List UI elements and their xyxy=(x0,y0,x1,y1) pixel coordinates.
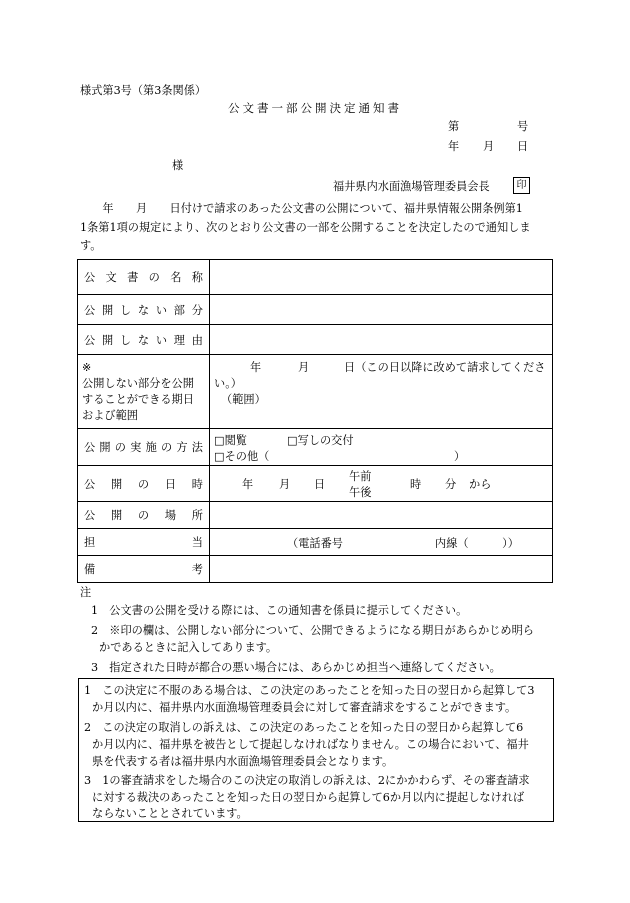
method-label: 公 開 の 実 施 の 方 法 xyxy=(84,441,203,454)
future-label-mark: ※ xyxy=(82,360,92,374)
appeal-line-2: か月以内に、福井県内水面漁場管理委員会に対して審査請求をすることができます。 xyxy=(92,701,517,714)
not-disclosed-reason-label: 公 開 し な い 理 由 xyxy=(84,333,203,347)
dt-year: 年 xyxy=(242,478,254,491)
form-number: 様式第3号（第3条関係） xyxy=(80,84,207,97)
contact-label: 担 当 xyxy=(84,536,203,549)
future-disclosure-label xyxy=(78,355,210,429)
contact-phone: （電話番号 xyxy=(287,537,343,550)
body-line-3: す。 xyxy=(80,239,102,252)
dt-minute: 分 xyxy=(445,478,457,491)
body-paragraph xyxy=(80,200,554,256)
addressee-suffix: 様 xyxy=(172,159,184,172)
method-option-copy[interactable]: □写しの交付 xyxy=(287,434,354,447)
appeal-line-8: ならないこととされています。 xyxy=(92,807,248,820)
remarks-label: 備 考 xyxy=(84,563,203,576)
dt-day: 日 xyxy=(314,478,326,491)
method-value xyxy=(210,429,553,466)
not-disclosed-part-value[interactable] xyxy=(210,295,553,325)
method-label-cell xyxy=(78,429,210,466)
future-disclosure-value[interactable] xyxy=(210,355,553,429)
place-value[interactable] xyxy=(210,502,553,529)
seal-mark: 印 xyxy=(513,177,530,194)
datetime-value[interactable] xyxy=(210,466,553,502)
note-2-line-2: かであるときに記入してあります。 xyxy=(99,641,278,654)
body-line-1: 年 月 日付けで請求のあった公文書の公開について、福井県情報公開条例第1 xyxy=(80,202,523,215)
appeal-line-5: 県を代表する者は福井県内水面漁場管理委員会となります。 xyxy=(92,755,394,768)
date-year: 年 xyxy=(448,140,460,153)
date-month: 月 xyxy=(483,140,495,153)
datetime-label-cell xyxy=(78,466,210,502)
remarks-label-cell xyxy=(78,556,210,583)
doc-name-value[interactable] xyxy=(210,260,553,295)
note-3: 3 指定された日時が都合の悪い場合には、あらかじめ担当へ連絡してください。 xyxy=(91,661,501,674)
future-label-line-4: および範囲 xyxy=(82,408,138,422)
note-2-line-1: 2 ※印の欄は、公開しない部分について、公開できるようになる期日があらかじめ明ら xyxy=(91,624,534,637)
body-line-2: 1条第1項の規定により、次のとおり公文書の一部を公開することを決定したので通知しま xyxy=(80,220,531,234)
appeal-line-6: 3 1の審査請求をした場合のこの決定の取消しの訴えは、2にかかわらず、その審査請求 xyxy=(84,774,530,787)
appeal-notice-box xyxy=(78,678,554,822)
dt-month: 月 xyxy=(279,478,291,491)
appeal-line-1: 1 この決定に不服のある場合は、この決定のあったことを知った日の翌日から起算して3 xyxy=(84,684,535,697)
not-disclosed-reason-value[interactable] xyxy=(210,325,553,355)
number-prefix: 第 xyxy=(448,120,460,133)
method-option-view[interactable]: □閲覧 xyxy=(214,434,247,447)
not-disclosed-part-label: 公 開 し な い 部 分 xyxy=(84,303,203,317)
decision-table xyxy=(77,259,553,583)
method-option-other-close: ） xyxy=(454,450,466,463)
dt-hour: 時 xyxy=(410,478,422,491)
contact-label-cell xyxy=(78,529,210,556)
dt-pm: 午後 xyxy=(349,486,372,499)
contact-extension: 内線（ ）） xyxy=(435,537,519,550)
future-day-note-2: い。） xyxy=(214,377,242,390)
future-day-note: 日（この日以降に改めて請求してくださ xyxy=(344,361,546,374)
notes-heading: 注 xyxy=(80,586,92,599)
date-day: 日 xyxy=(517,140,529,153)
appeal-line-3: 2 この決定の取消しの訴えは、この決定のあったことを知った日の翌日から起算して6 xyxy=(84,721,524,734)
future-year: 年 xyxy=(250,361,262,374)
remarks-value[interactable] xyxy=(210,556,553,583)
document-title: 公文書一部公開決定通知書 xyxy=(228,101,402,115)
future-month: 月 xyxy=(298,361,310,374)
method-option-other[interactable]: □その他（ xyxy=(214,450,270,463)
future-scope: （範囲） xyxy=(221,393,266,406)
issuer-name: 福井県内水面漁場管理委員会長 xyxy=(333,180,490,193)
note-1: 1 公文書の公開を受ける際には、この通知書を係員に提示してください。 xyxy=(91,604,468,617)
appeal-line-7: に対する裁決のあったことを知った日の翌日から起算して6か月以内に提起しなければ xyxy=(92,791,525,804)
number-suffix: 号 xyxy=(517,120,529,133)
not-disclosed-reason-label-cell xyxy=(78,325,210,355)
future-label-line-3: することができる期日 xyxy=(82,392,194,406)
datetime-label: 公 開 の 日 時 xyxy=(84,477,203,491)
doc-name-label: 公 文 書 の 名 称 xyxy=(84,271,203,284)
dt-am: 午前 xyxy=(349,470,372,483)
appeal-line-4: か月以内に、福井県を被告として提起しなければなりません。この場合において、福井 xyxy=(92,738,529,751)
future-label-line-2: 公開しない部分を公開 xyxy=(82,376,194,390)
doc-name-label-cell xyxy=(78,260,210,295)
place-label-cell xyxy=(78,502,210,529)
place-label: 公 開 の 場 所 xyxy=(84,509,203,522)
contact-value[interactable] xyxy=(210,529,553,556)
not-disclosed-part-label-cell xyxy=(78,295,210,325)
dt-from: から xyxy=(469,478,492,491)
